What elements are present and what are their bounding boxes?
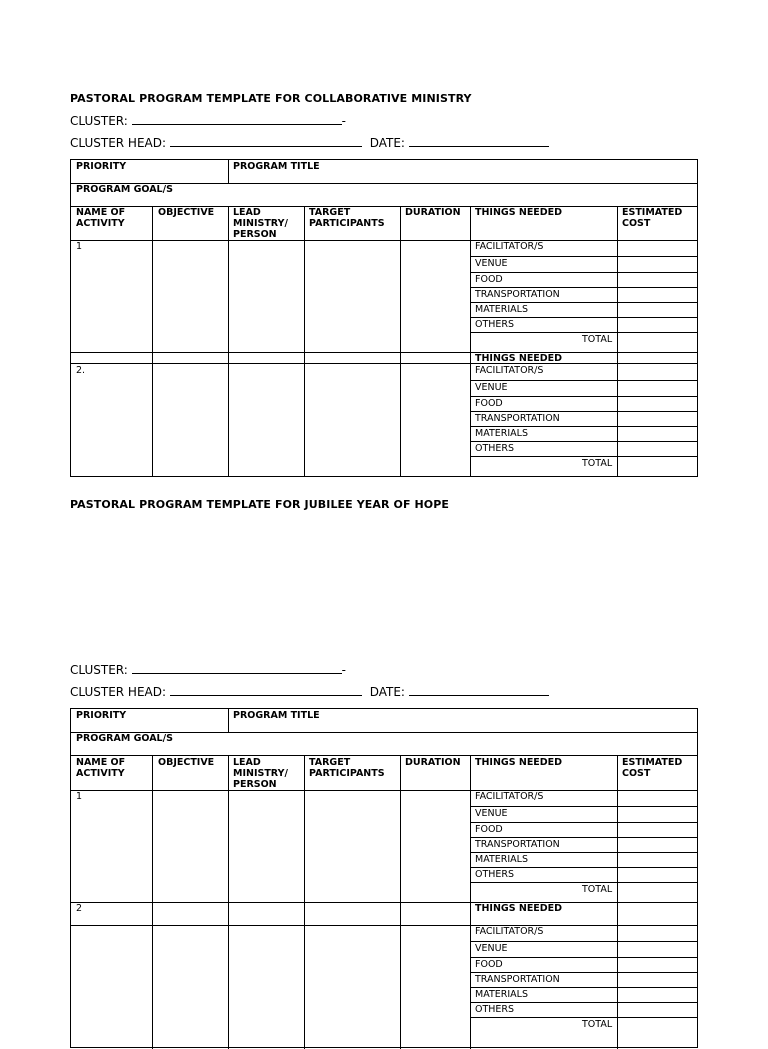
- things-needed-label: THINGS NEEDED: [475, 903, 563, 914]
- item-transportation: TRANSPORTATION: [475, 413, 560, 424]
- total-label: TOTAL: [582, 1019, 613, 1030]
- cluster-input-line[interactable]: [132, 113, 342, 125]
- col-lead-ministry: LEAD MINISTRY/ PERSON: [233, 207, 288, 240]
- item-materials: MATERIALS: [475, 304, 528, 315]
- activity-number: 2: [76, 903, 83, 914]
- cluster-head-input-line[interactable]: [170, 684, 362, 696]
- item-venue: VENUE: [475, 258, 508, 269]
- col-target-participants: TARGET PARTICIPANTS: [309, 757, 385, 779]
- item-others: OTHERS: [475, 319, 515, 330]
- item-others: OTHERS: [475, 1004, 515, 1015]
- item-food: FOOD: [475, 398, 503, 409]
- activity-number: 1: [76, 791, 83, 802]
- item-venue: VENUE: [475, 382, 508, 393]
- cluster-input-line[interactable]: [132, 662, 342, 674]
- col-estimated-cost: ESTIMATED COST: [622, 207, 683, 229]
- section-title: PASTORAL PROGRAM TEMPLATE FOR JUBILEE YEAR OF HOPE: [70, 498, 450, 511]
- item-venue: VENUE: [475, 943, 508, 954]
- col-objective: OBJECTIVE: [158, 757, 215, 768]
- date-input-line[interactable]: [409, 684, 549, 696]
- item-materials: MATERIALS: [475, 428, 528, 439]
- program-table: [70, 708, 698, 1048]
- item-food: FOOD: [475, 959, 503, 970]
- item-materials: MATERIALS: [475, 854, 528, 865]
- item-facilitators: FACILITATOR/S: [475, 365, 544, 376]
- col-estimated-cost: ESTIMATED COST: [622, 757, 683, 779]
- date-label: DATE:: [369, 685, 405, 699]
- cluster-head-field: [70, 135, 549, 150]
- col-name-of-activity: NAME OF ACTIVITY: [76, 207, 126, 229]
- total-label: TOTAL: [582, 334, 613, 345]
- cluster-head-label: CLUSTER HEAD:: [70, 685, 167, 699]
- cluster-head-field: [70, 684, 549, 699]
- col-objective: OBJECTIVE: [158, 207, 215, 218]
- cluster-head-label: CLUSTER HEAD:: [70, 136, 167, 150]
- col-target-participants: TARGET PARTICIPANTS: [309, 207, 385, 229]
- item-food: FOOD: [475, 824, 503, 835]
- item-others: OTHERS: [475, 869, 515, 880]
- item-transportation: TRANSPORTATION: [475, 839, 560, 850]
- item-venue: VENUE: [475, 808, 508, 819]
- col-things-needed: THINGS NEEDED: [475, 207, 563, 218]
- col-duration: DURATION: [405, 207, 461, 218]
- total-label: TOTAL: [582, 884, 613, 895]
- cluster-label: CLUSTER:: [70, 114, 128, 128]
- cluster-dash: -: [341, 114, 346, 128]
- item-food: FOOD: [475, 274, 503, 285]
- priority-label: PRIORITY: [76, 710, 127, 721]
- item-transportation: TRANSPORTATION: [475, 974, 560, 985]
- item-facilitators: FACILITATOR/S: [475, 241, 544, 252]
- priority-label: PRIORITY: [76, 161, 127, 172]
- program-title-label: PROGRAM TITLE: [233, 161, 320, 172]
- cluster-head-input-line[interactable]: [170, 135, 362, 147]
- program-title-label: PROGRAM TITLE: [233, 710, 320, 721]
- cluster-field: [70, 113, 346, 128]
- item-materials: MATERIALS: [475, 989, 528, 1000]
- things-needed-label: THINGS NEEDED: [475, 353, 563, 364]
- item-facilitators: FACILITATOR/S: [475, 791, 544, 802]
- item-others: OTHERS: [475, 443, 515, 454]
- col-name-of-activity: NAME OF ACTIVITY: [76, 757, 126, 779]
- col-duration: DURATION: [405, 757, 461, 768]
- program-goals-label: PROGRAM GOAL/S: [76, 184, 173, 195]
- cluster-label: CLUSTER:: [70, 663, 128, 677]
- total-label: TOTAL: [582, 458, 613, 469]
- date-label: DATE:: [369, 136, 405, 150]
- cluster-field: [70, 662, 346, 677]
- activity-number: 2.: [76, 365, 86, 376]
- item-transportation: TRANSPORTATION: [475, 289, 560, 300]
- program-table: [70, 159, 698, 477]
- page-title: PASTORAL PROGRAM TEMPLATE FOR COLLABORATIVE MINISTRY: [70, 92, 472, 105]
- item-facilitators: FACILITATOR/S: [475, 926, 544, 937]
- col-things-needed: THINGS NEEDED: [475, 757, 563, 768]
- cluster-dash: -: [341, 663, 346, 677]
- date-input-line[interactable]: [409, 135, 549, 147]
- col-lead-ministry: LEAD MINISTRY/ PERSON: [233, 757, 288, 790]
- program-goals-label: PROGRAM GOAL/S: [76, 733, 173, 744]
- activity-number: 1: [76, 241, 83, 252]
